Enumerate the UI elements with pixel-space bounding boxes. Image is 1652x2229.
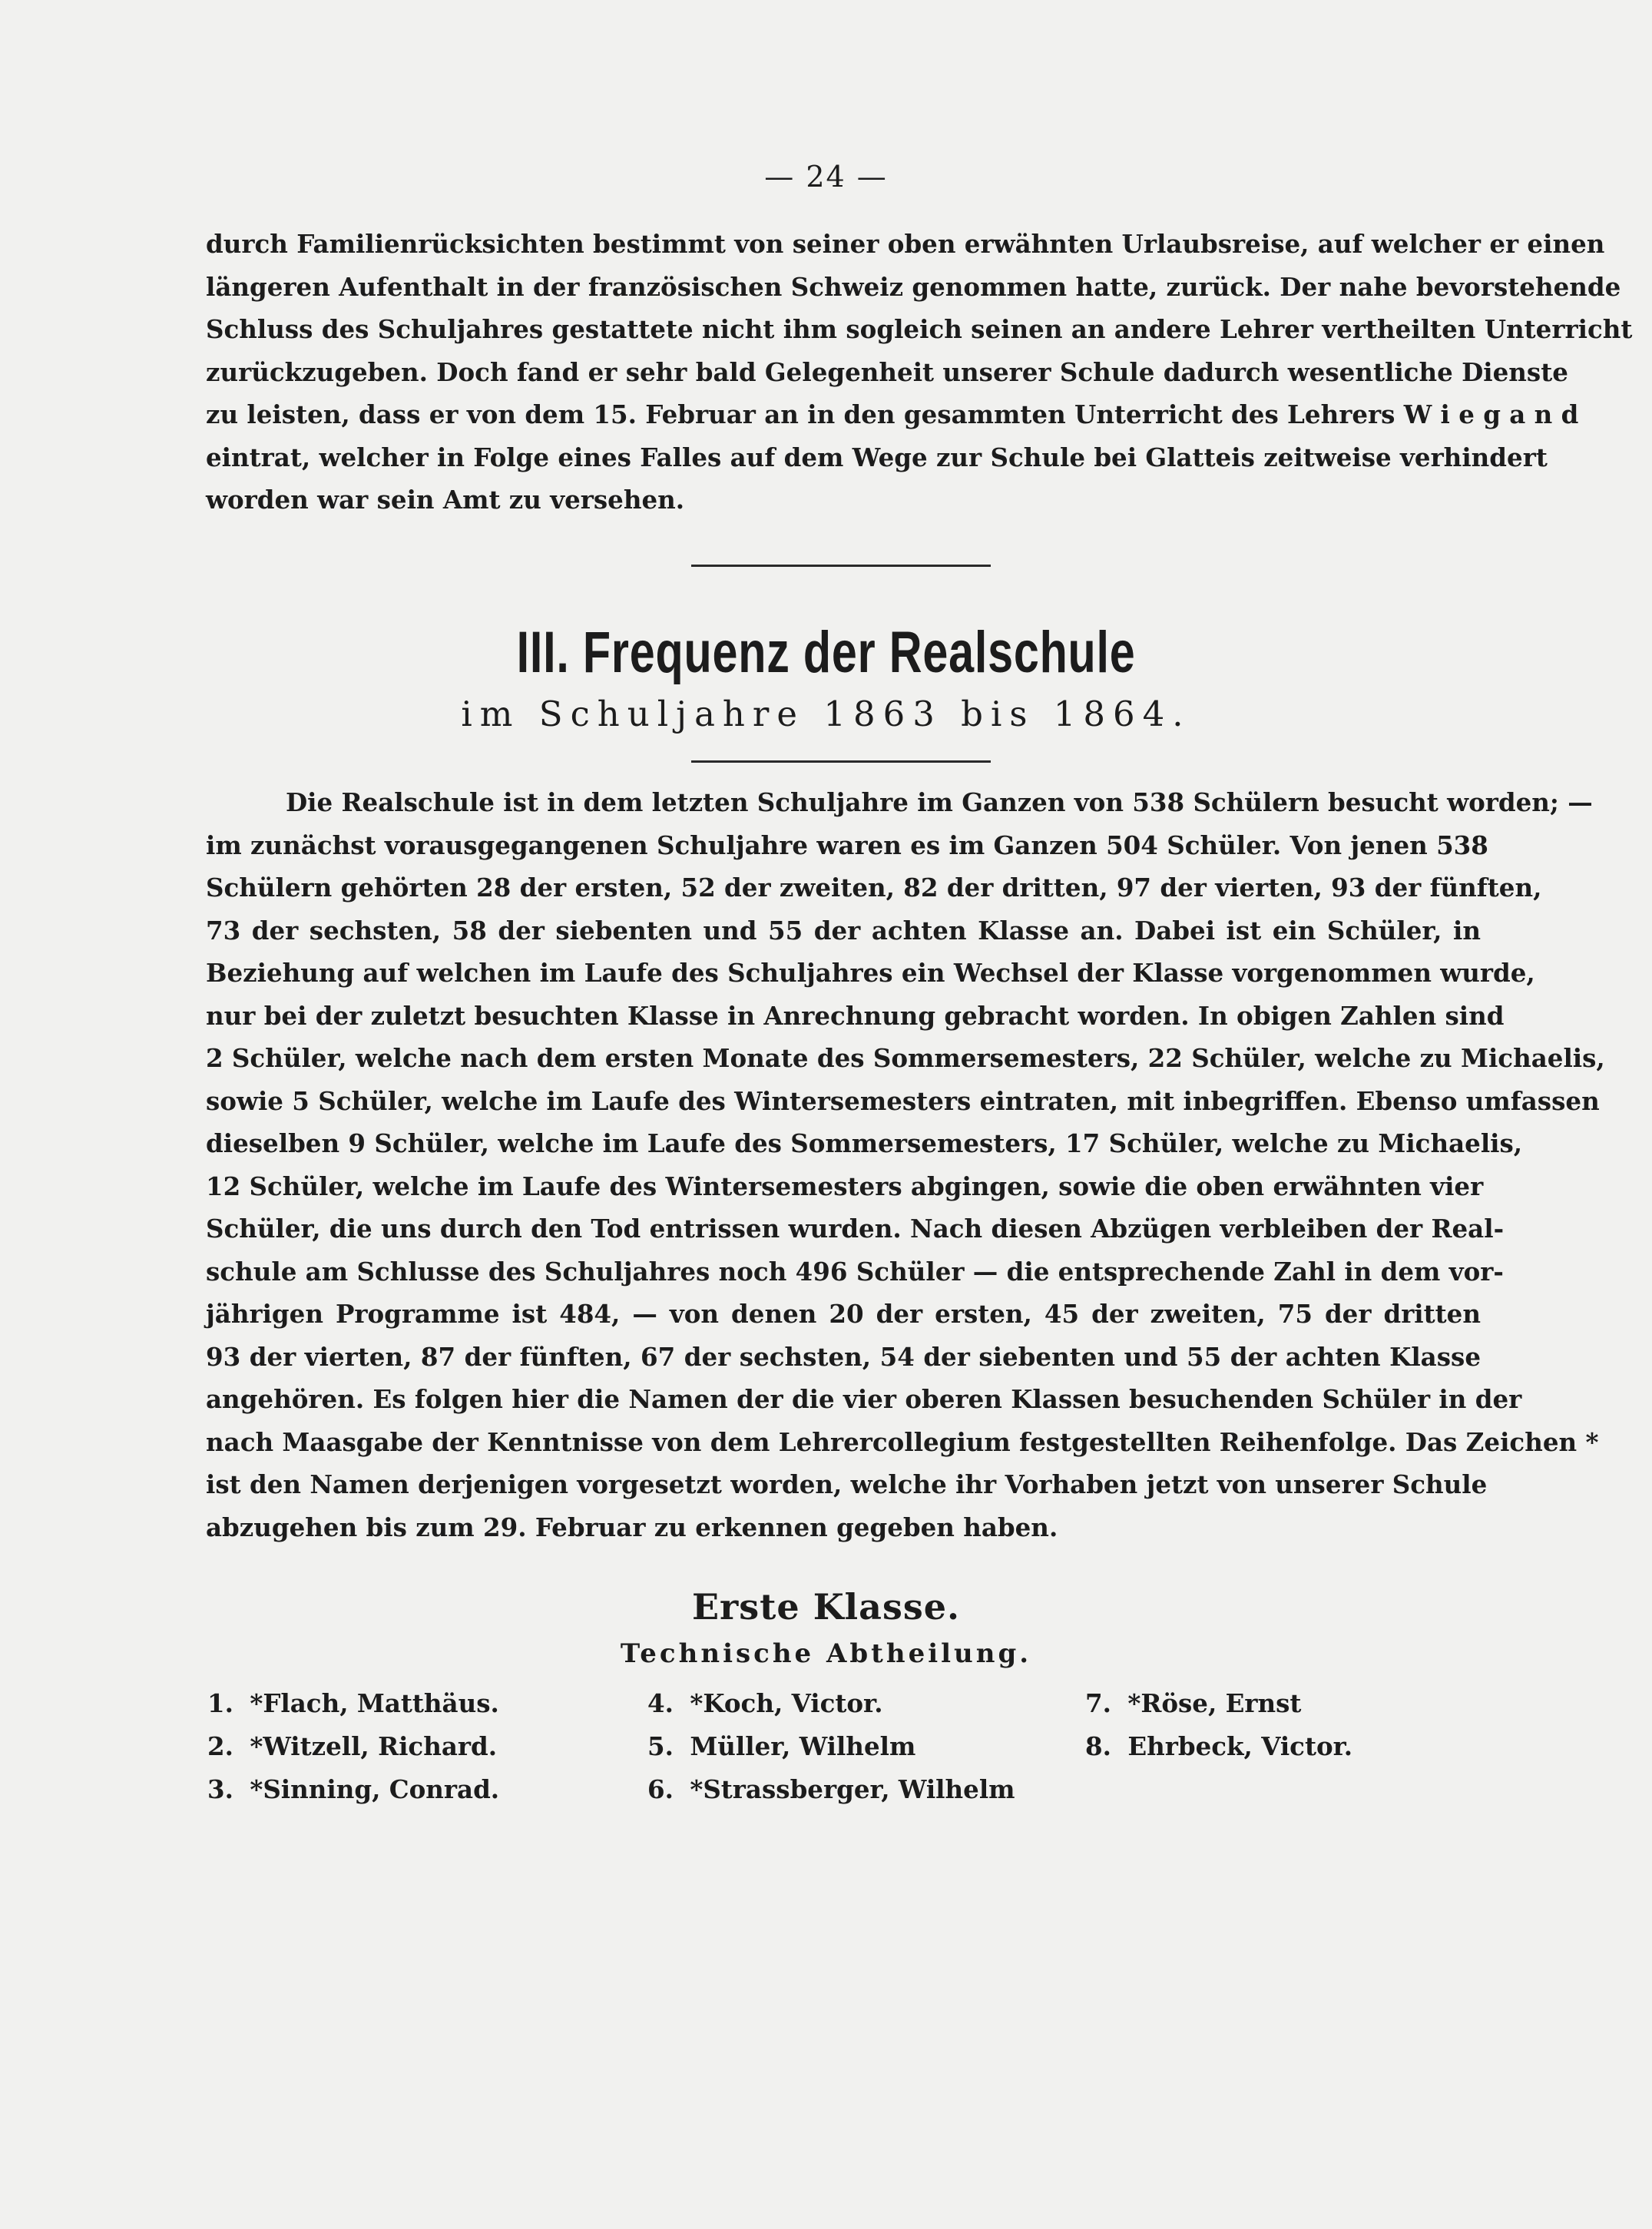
text-line: angehören. Es folgen hier die Namen der die vier oberen Klassen besuchenden Schüler in der <box>206 1384 1522 1414</box>
student-name: *Flach, Matthäus. <box>250 1688 499 1718</box>
text-line: zu leisten, dass er von dem 15. Februar an in den gesammten Unterricht des Lehrers W i e g a n d <box>206 399 1579 429</box>
student-name: *Witzell, Richard. <box>250 1731 498 1761</box>
text-line: Schüler, die uns durch den Tod entrissen wurden. Nach diesen Abzügen verbleiben der Real- <box>206 1214 1505 1244</box>
text-line: nur bei der zuletzt besuchten Klasse in Anrechnung gebracht worden. In obigen Zahlen sind <box>206 1000 1505 1031</box>
student-entry <box>647 1682 883 1724</box>
student-name: Ehrbeck, Victor. <box>1127 1731 1353 1761</box>
department-heading: Technische Abtheilung. <box>620 1638 1032 1669</box>
text-line: 2 Schüler, welche nach dem ersten Monate des Sommersemesters, 22 Schüler, welche zu Michaelis, <box>206 1043 1605 1073</box>
paragraph-main <box>206 781 1605 1548</box>
student-entry <box>647 1768 1015 1810</box>
student-entry <box>207 1682 499 1724</box>
student-entry <box>1085 1682 1301 1724</box>
section-subtitle: im Schuljahre 1863 bis 1864. <box>461 694 1191 734</box>
section-divider-bottom <box>691 760 991 763</box>
student-number: 2. <box>207 1731 233 1761</box>
section-divider-top <box>691 565 991 567</box>
text-line: im zunächst vorausgegangenen Schuljahre waren es im Ganzen 504 Schüler. Von jenen 538 <box>206 830 1488 860</box>
text-line: 12 Schüler, welche im Laufe des Wintersemesters abgingen, sowie die oben erwähnten vier <box>206 1171 1484 1201</box>
text-line: eintrat, welcher in Folge eines Falles auf dem Wege zur Schule bei Glatteis zeitweise verhindert <box>206 442 1548 472</box>
text-line: Beziehung auf welchen im Laufe des Schuljahres ein Wechsel der Klasse vorgenommen wurde, <box>206 958 1535 988</box>
text-line: durch Familienrücksichten bestimmt von seiner oben erwähnten Urlaubsreise, auf welcher er einen <box>206 229 1605 259</box>
student-name: *Röse, Ernst <box>1127 1688 1302 1718</box>
student-number: 5. <box>647 1731 674 1761</box>
student-entry <box>647 1725 915 1767</box>
student-entry <box>1085 1725 1352 1767</box>
text-line: ist den Namen derjenigen vorgesetzt worden, welche ihr Vorhaben jetzt von unserer Schule <box>206 1469 1488 1499</box>
class-heading: Erste Klasse. <box>691 1586 961 1628</box>
section-title: III. Frequenz der Realschule <box>516 620 1136 685</box>
student-number: 8. <box>1085 1731 1111 1761</box>
student-name: *Koch, Victor. <box>690 1688 883 1718</box>
text-line: abzugehen bis zum 29. Februar zu erkennen gegeben haben. <box>206 1512 1058 1542</box>
text-line: dieselben 9 Schüler, welche im Laufe des Sommersemesters, 17 Schüler, welche zu Michaelis, <box>206 1128 1523 1158</box>
text-line: sowie 5 Schüler, welche im Laufe des Wintersemesters eintraten, mit inbegriffen. Ebenso umfassen <box>206 1085 1600 1116</box>
page-number: — 24 — <box>764 160 888 194</box>
student-number: 1. <box>207 1688 233 1718</box>
text-line: zurückzugeben. Doch fand er sehr bald Gelegenheit unserer Schule dadurch wesentliche Dienste <box>206 356 1568 387</box>
student-list <box>0 1682 1652 1820</box>
text-line: 73 der sechsten, 58 der siebenten und 55 der achten Klasse an. Dabei ist ein Schüler, in <box>206 915 1481 946</box>
text-line: jährigen Programme ist 484, — von denen 20 der ersten, 45 der zweiten, 75 der dritten <box>206 1299 1481 1329</box>
student-name: *Sinning, Conrad. <box>250 1774 500 1804</box>
student-number: 4. <box>647 1688 674 1718</box>
text-line: Die Realschule ist in dem letzten Schuljahre im Ganzen von 538 Schülern besucht worden; — <box>286 787 1593 817</box>
student-number: 3. <box>207 1774 233 1804</box>
text-line: schule am Schlusse des Schuljahres noch 496 Schüler — die entsprechende Zahl in dem vor- <box>206 1256 1504 1287</box>
text-line: Schülern gehörten 28 der ersten, 52 der zweiten, 82 der dritten, 97 der vierten, 93 der fünften, <box>206 873 1542 903</box>
paragraph-top <box>206 223 1633 522</box>
student-number: 6. <box>647 1774 674 1804</box>
text-line: längeren Aufenthalt in der französischen Schweiz genommen hatte, zurück. Der nahe bevorstehende <box>206 271 1621 302</box>
text-line: nach Maasgabe der Kenntnisse von dem Lehrercollegium festgestellten Reihenfolge. Das Zeichen * <box>206 1426 1599 1457</box>
student-entry <box>207 1768 499 1810</box>
student-number: 7. <box>1085 1688 1111 1718</box>
student-name: Müller, Wilhelm <box>690 1731 916 1761</box>
text-line: Schluss des Schuljahres gestattete nicht ihm sogleich seinen an andere Lehrer vertheilten Unterricht <box>206 314 1633 344</box>
text-line: worden war sein Amt zu versehen. <box>206 485 685 515</box>
text-line: 93 der vierten, 87 der fünften, 67 der sechsten, 54 der siebenten und 55 der achten Klasse <box>206 1341 1481 1372</box>
student-name: *Strassberger, Wilhelm <box>690 1774 1015 1804</box>
student-entry <box>207 1725 497 1767</box>
